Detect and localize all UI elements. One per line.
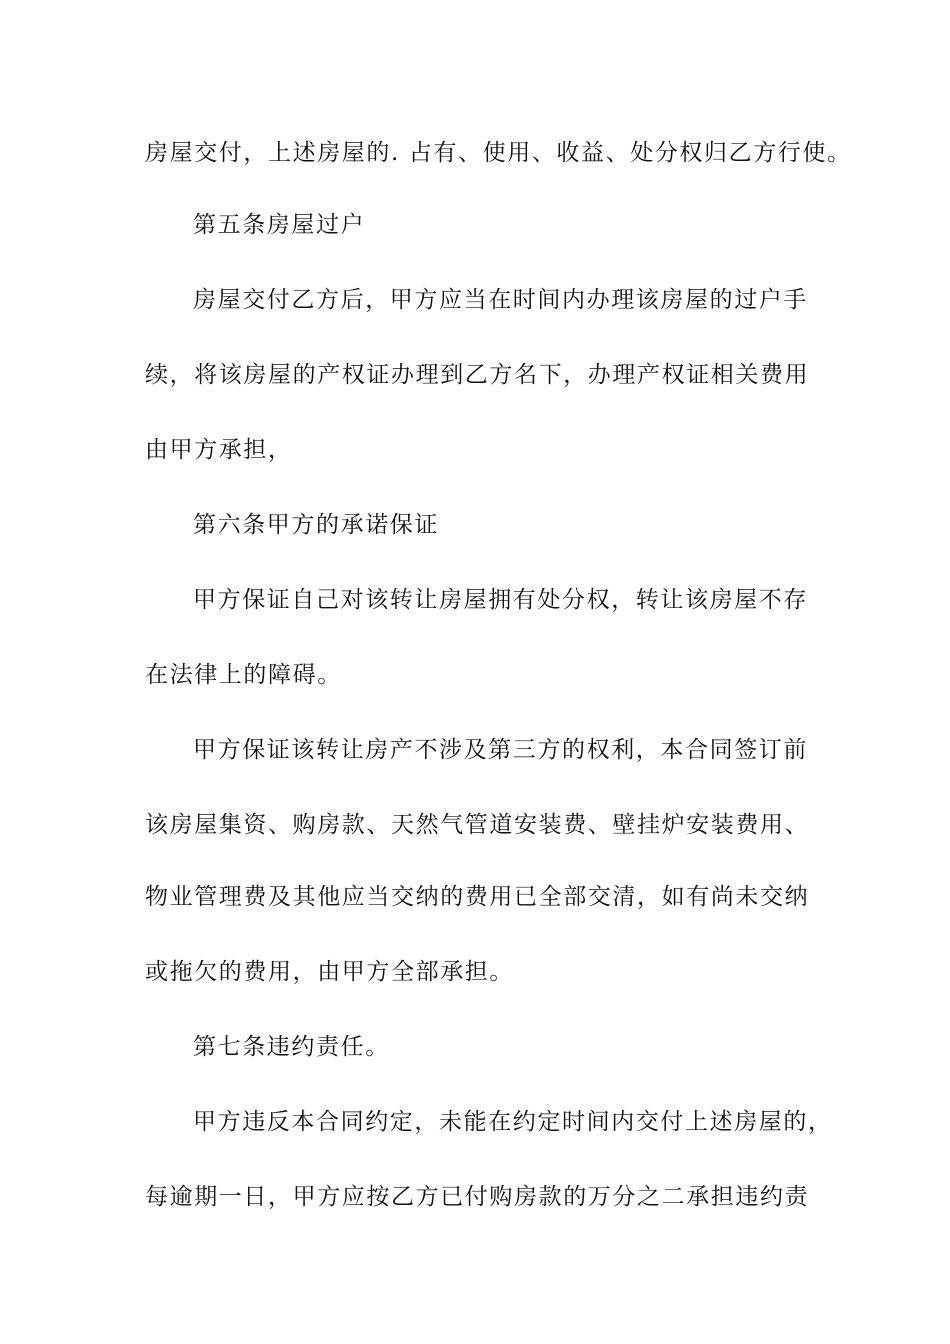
text-line: 每逾期一日，甲方应按乙方已付购房款的万分之二承担违约责 (145, 1184, 810, 1210)
text-line: 房屋交付乙方后，甲方应当在时间内办理该房屋的过户手 (193, 287, 808, 313)
text-line: 续，将该房屋的产权证办理到乙方名下，办理产权证相关费用 (145, 362, 810, 388)
text-line: 在法律上的障碍。 (145, 662, 342, 688)
text-line: 或拖欠的费用，由甲方全部承担。 (145, 959, 514, 985)
text-line: 该房屋集资、购房款、天然气管道安装费、壁挂炉安装费用、 (145, 812, 810, 838)
text-line: 甲方违反本合同约定，未能在约定时间内交付上述房屋的， (193, 1109, 833, 1135)
text-line: 物业管理费及其他应当交纳的费用已全部交清，如有尚未交纳 (145, 884, 810, 910)
section-heading: 第六条甲方的承诺保证 (193, 512, 439, 538)
text-line: 房屋交付，上述房屋的. 占有、使用、收益、处分权归乙方行使。 (145, 140, 852, 166)
text-line: 甲方保证该转让房产不涉及第三方的权利，本合同签订前 (193, 737, 808, 763)
text-line: 甲方保证自己对该转让房屋拥有处分权，转让该房屋不存 (193, 587, 808, 613)
section-heading: 第七条违约责任。 (193, 1034, 390, 1060)
section-heading: 第五条房屋过户 (193, 212, 366, 238)
text-line: 由甲方承担， (145, 437, 293, 463)
